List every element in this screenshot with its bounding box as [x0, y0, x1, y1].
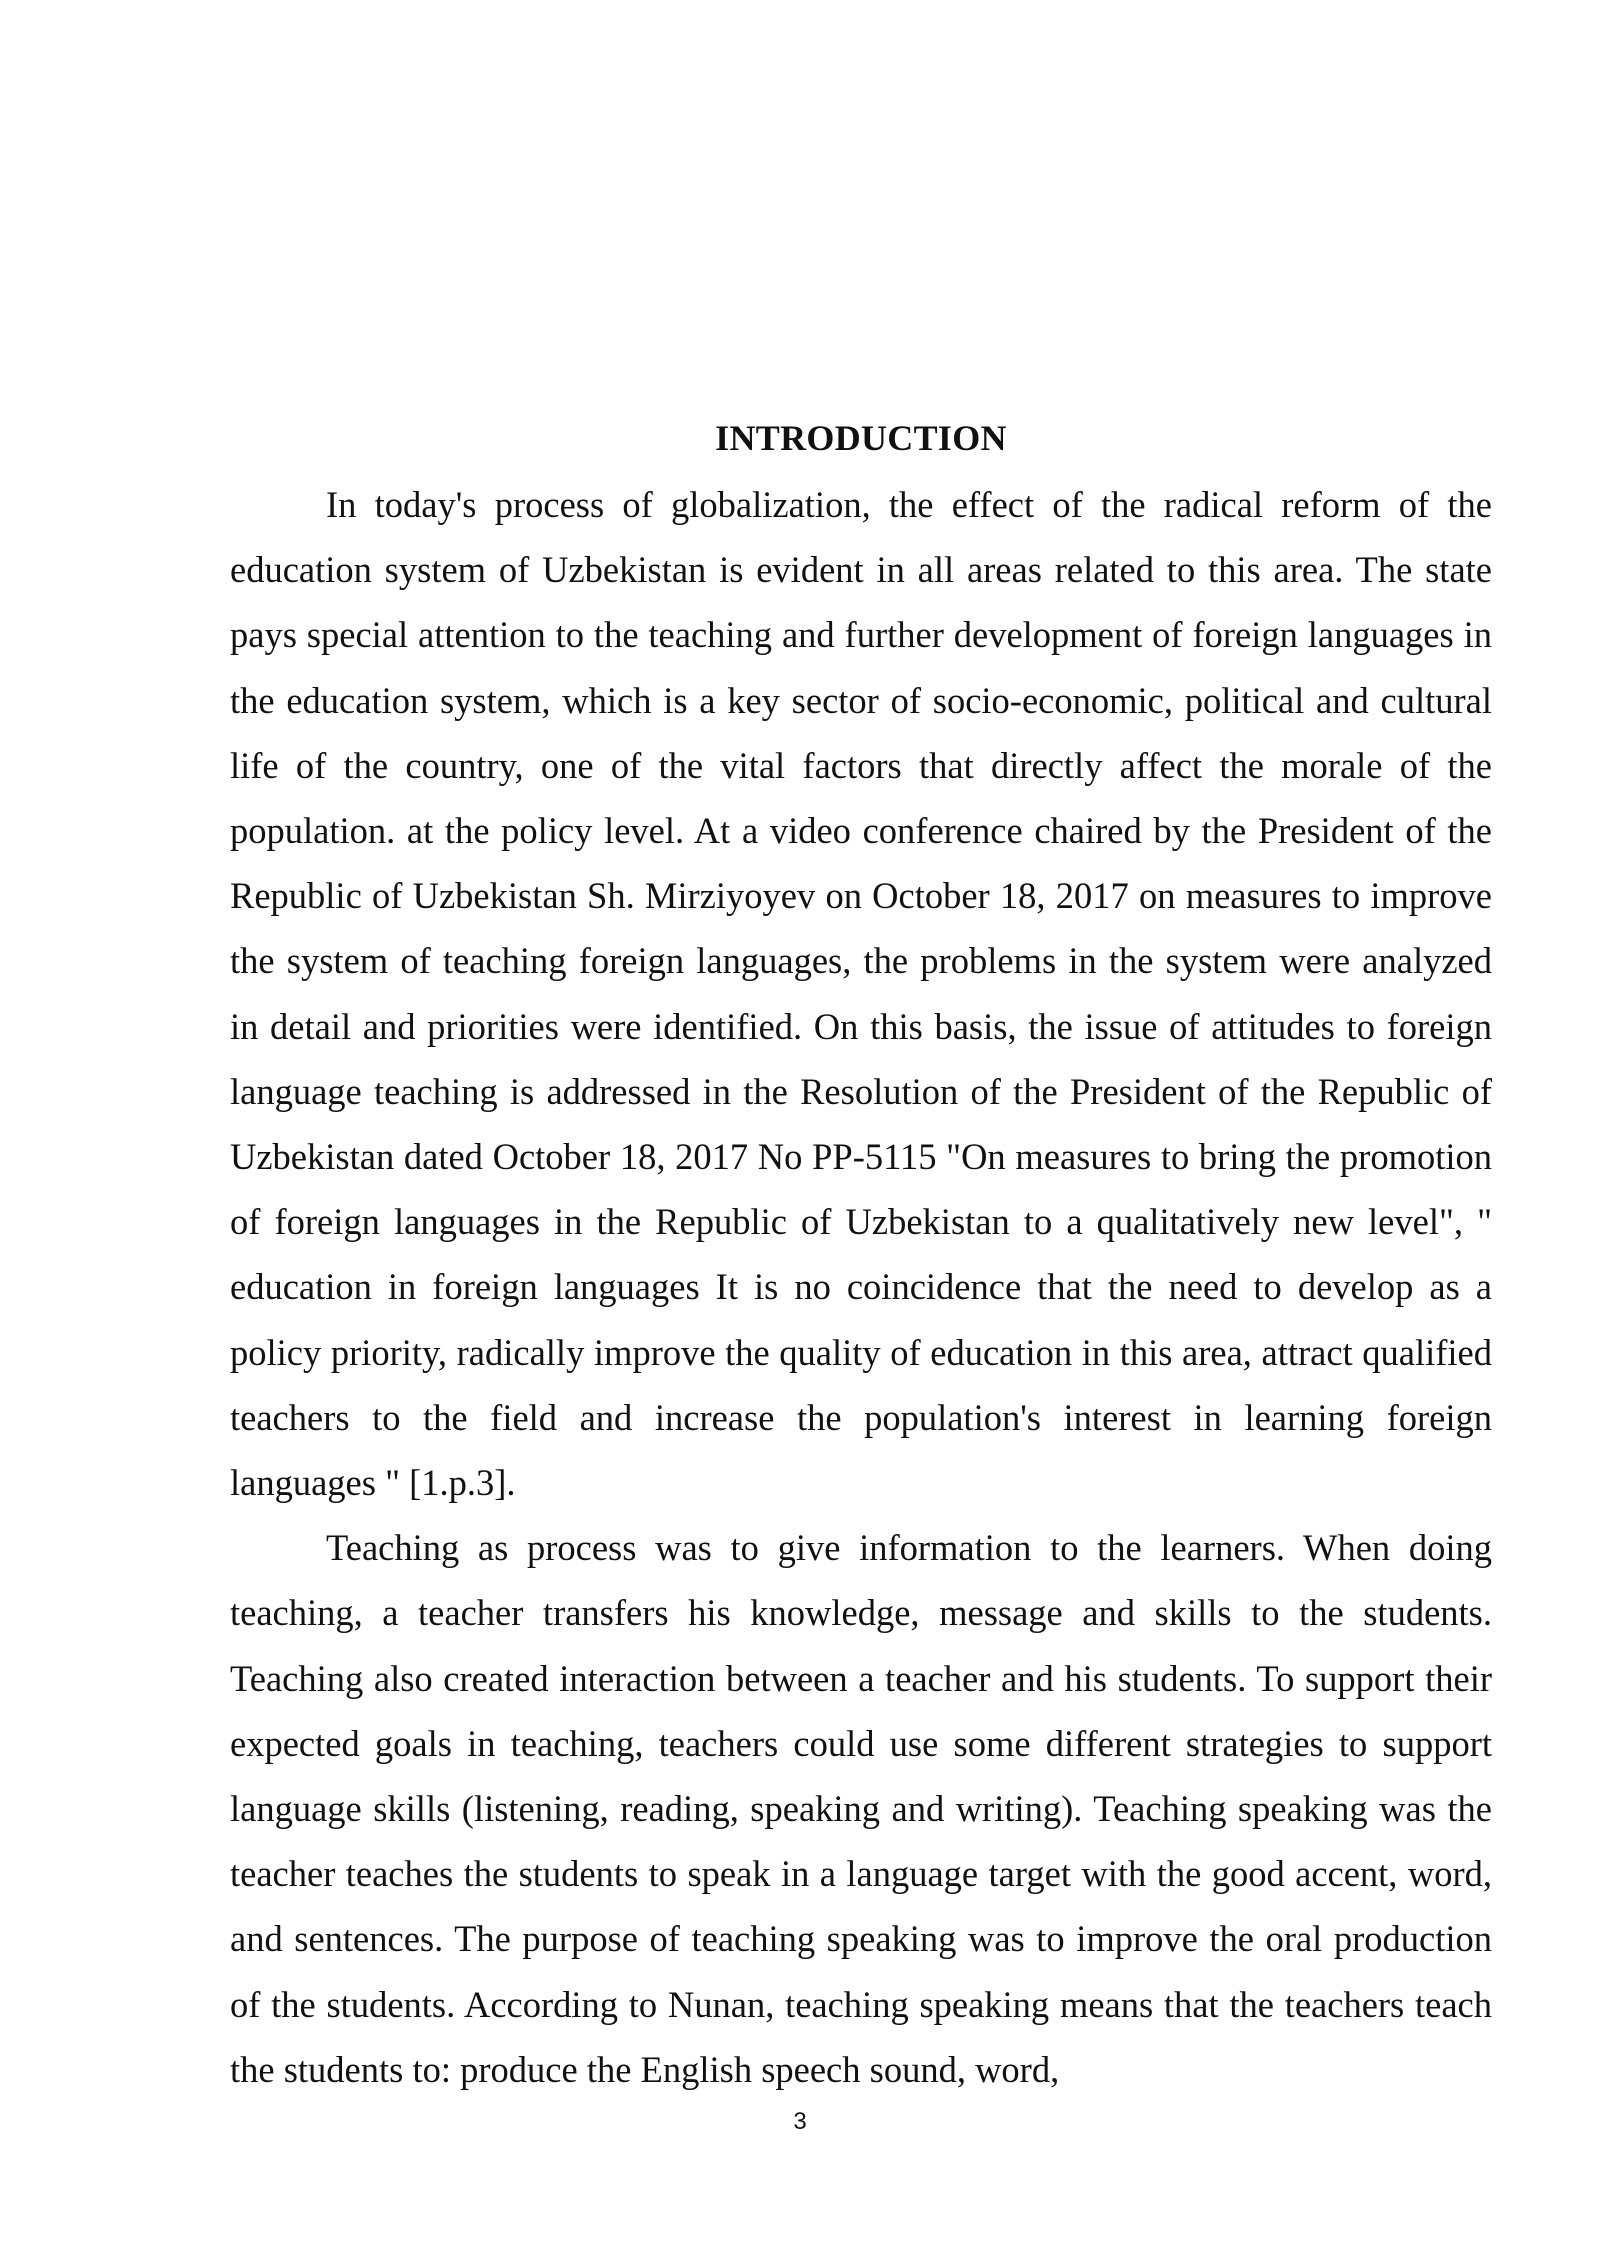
page-content: [230, 408, 1492, 2102]
section-heading: INTRODUCTION: [715, 418, 1007, 458]
paragraph-globalization-reform: In today's process of globalization, the effect of the radical reform of the education system of Uzbekistan is evident in all areas related to this area. The state pays special attention to the teaching and further development of foreign languages in the education system, which is a key sector of socio-economic, political and cultural life of the country, one of the vital factors that directly affect the morale of the population. at the policy level. At a video conference chaired by the President of the Republic of Uzbekistan Sh. Mirziyoyev on October 18, 2017 on measures to improve the system of teaching foreign languages, the problems in the system were analyzed in detail and priorities were identified. On this basis, the issue of attitudes to foreign language teaching is addressed in the Resolution of the President of the Republic of Uzbekistan dated October 18, 2017 No PP-5115 "On measures to bring the promotion of foreign languages in the Republic of Uzbekistan to a qualitatively new level", " education in foreign languages It is no coincidence that the need to develop as a policy priority, radically improve the quality of education in this area, attract qualified teachers to the field and increase the population's interest in learning foreign languages " [1.p.3].: [230, 484, 1492, 1504]
paragraph-teaching-speaking: Teaching as process was to give information to the learners. When doing teaching, a teacher transfers his knowledge, message and skills to the students. Teaching also created interaction between a teacher and his students. To support their expected goals in teaching, teachers could use some different strategies to support language skills (listening, reading, speaking and writing). Teaching speaking was the teacher teaches the students to speak in a language target with the good accent, word, and sentences. The purpose of teaching speaking was to improve the oral production of the students. According to Nunan, teaching speaking means that the teachers teach the students to: produce the English speech sound, word,: [230, 1527, 1492, 2090]
page-number: 3: [793, 2108, 807, 2135]
